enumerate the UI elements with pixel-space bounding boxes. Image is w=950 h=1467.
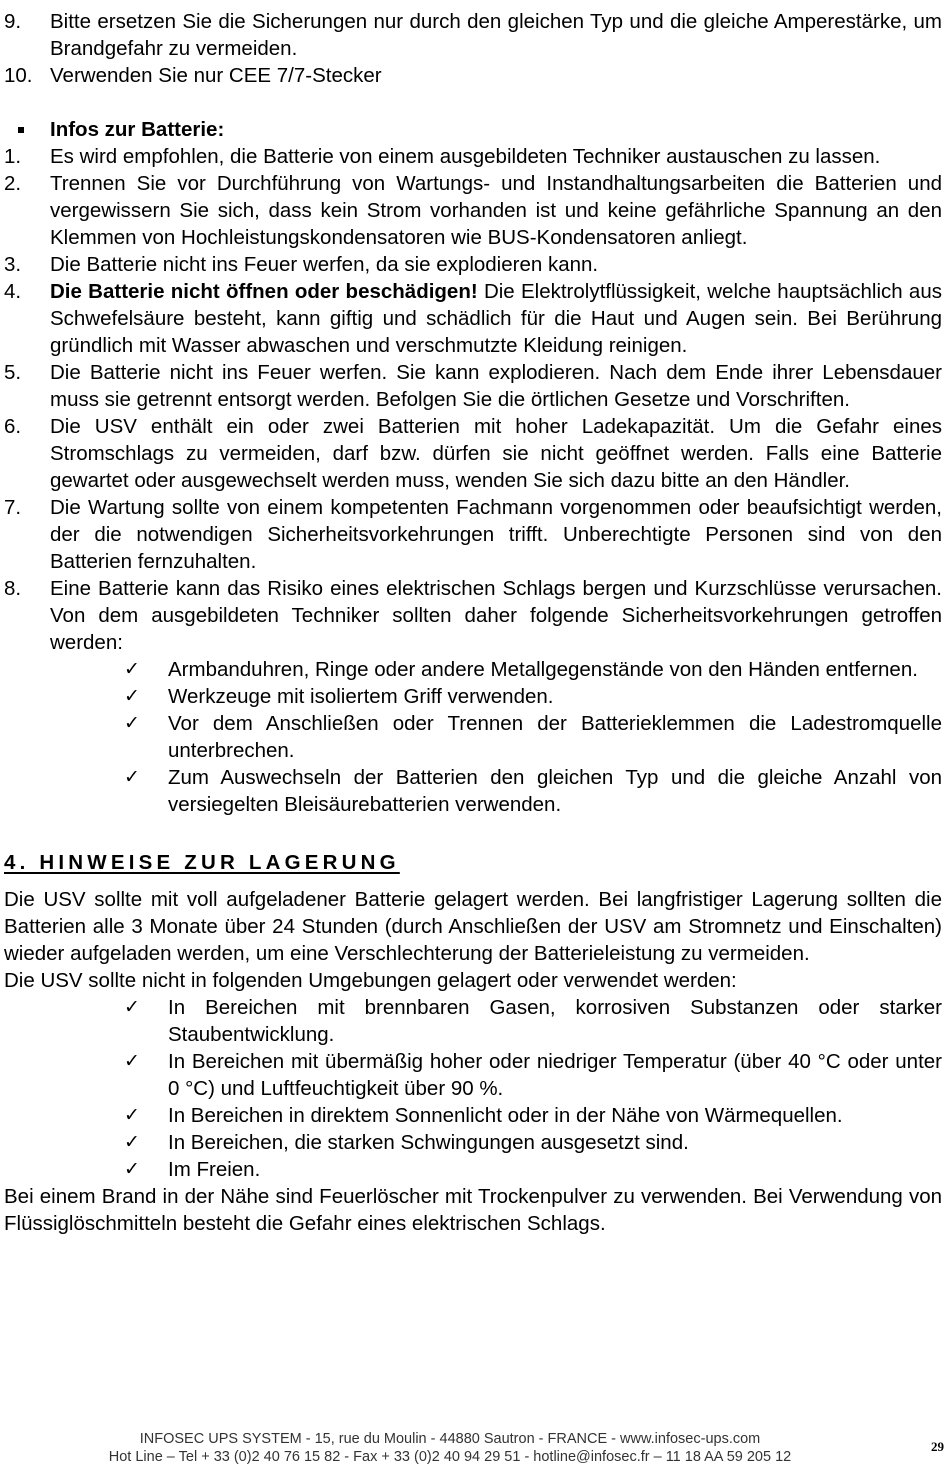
checkmark-icon: ✓ [124, 658, 140, 680]
check-item [4, 1129, 942, 1156]
check-text: Armbanduhren, Ringe oder andere Metallgegenstände von den Händen entfernen. [168, 658, 918, 681]
document-page [4, 8, 942, 1237]
footer-contact: Hot Line – Tel + 33 (0)2 40 76 15 82 - Fax + 33 (0)2 40 94 29 51 - hotline@infosec.fr – 11 18 AA 59 205 12 [108, 1449, 792, 1465]
check-text: Werkzeuge mit isoliertem Griff verwenden. [168, 685, 554, 708]
check-item [4, 656, 942, 683]
list-item [4, 494, 942, 575]
list-item [4, 359, 942, 413]
check-item [4, 710, 942, 764]
checkmark-icon: ✓ [124, 996, 140, 1018]
square-bullet-icon [18, 127, 24, 133]
checkmark-icon: ✓ [124, 766, 140, 788]
checkmark-icon: ✓ [124, 1131, 140, 1153]
item-text: Verwenden Sie nur CEE 7/7-Stecker [50, 64, 382, 87]
list-item [4, 170, 942, 251]
item-text: Die Batterie nicht ins Feuer werfen. Sie kann explodieren. Nach dem Ende ihrer Lebensdauer muss sie getrennt entsorgt werden. Befolgen Sie die örtlichen Gesetze und Vorschriften. [50, 361, 942, 411]
item-number: 1. [4, 145, 22, 168]
check-text: Zum Auswechseln der Batterien den gleichen Typ und die gleiche Anzahl von versiegelten Bleisäurebatterien verwenden. [168, 766, 942, 816]
item-number: 10. [4, 64, 33, 87]
page-number: 29 [931, 1439, 944, 1454]
battery-heading-text: Infos zur Batterie: [50, 118, 225, 141]
item-text: Die USV enthält ein oder zwei Batterien mit hoher Ladekapazität. Um die Gefahr eines Stromschlags zu vermeiden, darf bzw. dürfen sie nicht geöffnet werden. Falls eine Batterie gewartet oder ausgewechselt werden muss, wenden Sie sich dazu bitte an den Händler. [50, 415, 942, 492]
item-text: Die Elektrolytflüssigkeit, welche hauptsächlich aus Schwefelsäure besteht, kann giftig und schädlich für die Haut und Augen sein. Bei Berührung gründlich mit Wasser abwaschen und verschmutzte Kleidung reinigen. [50, 280, 942, 357]
checkmark-icon: ✓ [124, 1158, 140, 1180]
footer-address: INFOSEC UPS SYSTEM - 15, rue du Moulin - 44880 Sautron - FRANCE - www.infosec-ups.com [139, 1431, 761, 1447]
item-number: 5. [4, 361, 22, 384]
check-item [4, 1156, 942, 1183]
item-text: Bitte ersetzen Sie die Sicherungen nur durch den gleichen Typ und die gleiche Amperestärke, um Brandgefahr zu vermeiden. [50, 10, 942, 60]
check-item [4, 1102, 942, 1129]
item-text: Die Wartung sollte von einem kompetenten Fachmann vorgenommen oder beaufsichtigt werden, der die notwendigen Sicherheitsvorkehrungen trifft. Unberechtigte Personen sind von den Batterien fernzuhalten. [50, 496, 942, 573]
item-text: Trennen Sie vor Durchführung von Wartungs- und Instandhaltungsarbeiten die Batterien und vergewissern Sie sich, dass kein Strom vorhanden ist und keine gefährliche Spannung an den Klemmen von Hochleistungskondensatoren wie BUS-Kondensatoren anliegt. [50, 172, 942, 249]
battery-info-heading [4, 116, 942, 143]
item-number: 9. [4, 10, 22, 33]
paragraph: Die USV sollte nicht in folgenden Umgebungen gelagert oder verwendet werden: [4, 969, 737, 992]
item-number: 2. [4, 172, 22, 195]
item-number: 4. [4, 280, 22, 303]
check-item [4, 683, 942, 710]
item-number: 3. [4, 253, 22, 276]
list-item [4, 62, 942, 89]
item-text: Eine Batterie kann das Risiko eines elektrischen Schlags bergen und Kurzschlüsse verursachen. Von dem ausgebildeten Techniker sollten daher folgende Sicherheitsvorkehrungen getroffen werden: [50, 577, 942, 654]
item-text: Es wird empfohlen, die Batterie von einem ausgebildeten Techniker austauschen zu lassen. [50, 145, 881, 168]
item-number: 8. [4, 577, 22, 600]
list-item [4, 413, 942, 494]
item-text: Die Batterie nicht ins Feuer werfen, da sie explodieren kann. [50, 253, 599, 276]
list-item [4, 251, 942, 278]
check-item [4, 764, 942, 818]
checkmark-icon: ✓ [124, 685, 140, 707]
paragraph: Die USV sollte mit voll aufgeladener Batterie gelagert werden. Bei langfristiger Lagerung sollten die Batterien alle 3 Monate über 24 Stunden (durch Anschließen der USV am Stromnetz und Einschalten) wieder aufgeladen werden, um eine Verschlechterung der Batterieleistung zu vermeiden. [4, 888, 942, 965]
check-item [4, 1048, 942, 1102]
checkmark-icon: ✓ [124, 1104, 140, 1126]
check-text: Im Freien. [168, 1158, 261, 1181]
item-bold-warning: Die Batterie nicht öffnen oder beschädigen! [50, 280, 478, 303]
check-text: In Bereichen mit brennbaren Gasen, korrosiven Substanzen oder starker Staubentwicklung. [168, 996, 942, 1046]
section-heading: 4. HINWEISE ZUR LAGERUNG [4, 851, 400, 874]
storage-checklist [4, 994, 942, 1183]
checkmark-icon: ✓ [124, 1050, 140, 1072]
check-text: Vor dem Anschließen oder Trennen der Batterieklemmen die Ladestromquelle unterbrechen. [168, 712, 942, 762]
battery-checklist [4, 656, 942, 818]
list-item [4, 575, 942, 656]
item-number: 6. [4, 415, 22, 438]
paragraph: Bei einem Brand in der Nähe sind Feuerlöscher mit Trockenpulver zu verwenden. Bei Verwendung von Flüssiglöschmitteln besteht die Gefahr eines elektrischen Schlags. [4, 1185, 942, 1235]
check-text: In Bereichen in direktem Sonnenlicht oder in der Nähe von Wärmequellen. [168, 1104, 843, 1127]
check-text: In Bereichen mit übermäßig hoher oder niedriger Temperatur (über 40 °C oder unter 0 °C) und Luftfeuchtigkeit über 90 %. [168, 1050, 942, 1100]
list-item [4, 143, 942, 170]
list-item [4, 278, 942, 359]
item-number: 7. [4, 496, 22, 519]
list-item [4, 8, 942, 62]
checkmark-icon: ✓ [124, 712, 140, 734]
check-item [4, 994, 942, 1048]
page-footer [0, 1430, 900, 1466]
check-text: In Bereichen, die starken Schwingungen ausgesetzt sind. [168, 1131, 689, 1154]
